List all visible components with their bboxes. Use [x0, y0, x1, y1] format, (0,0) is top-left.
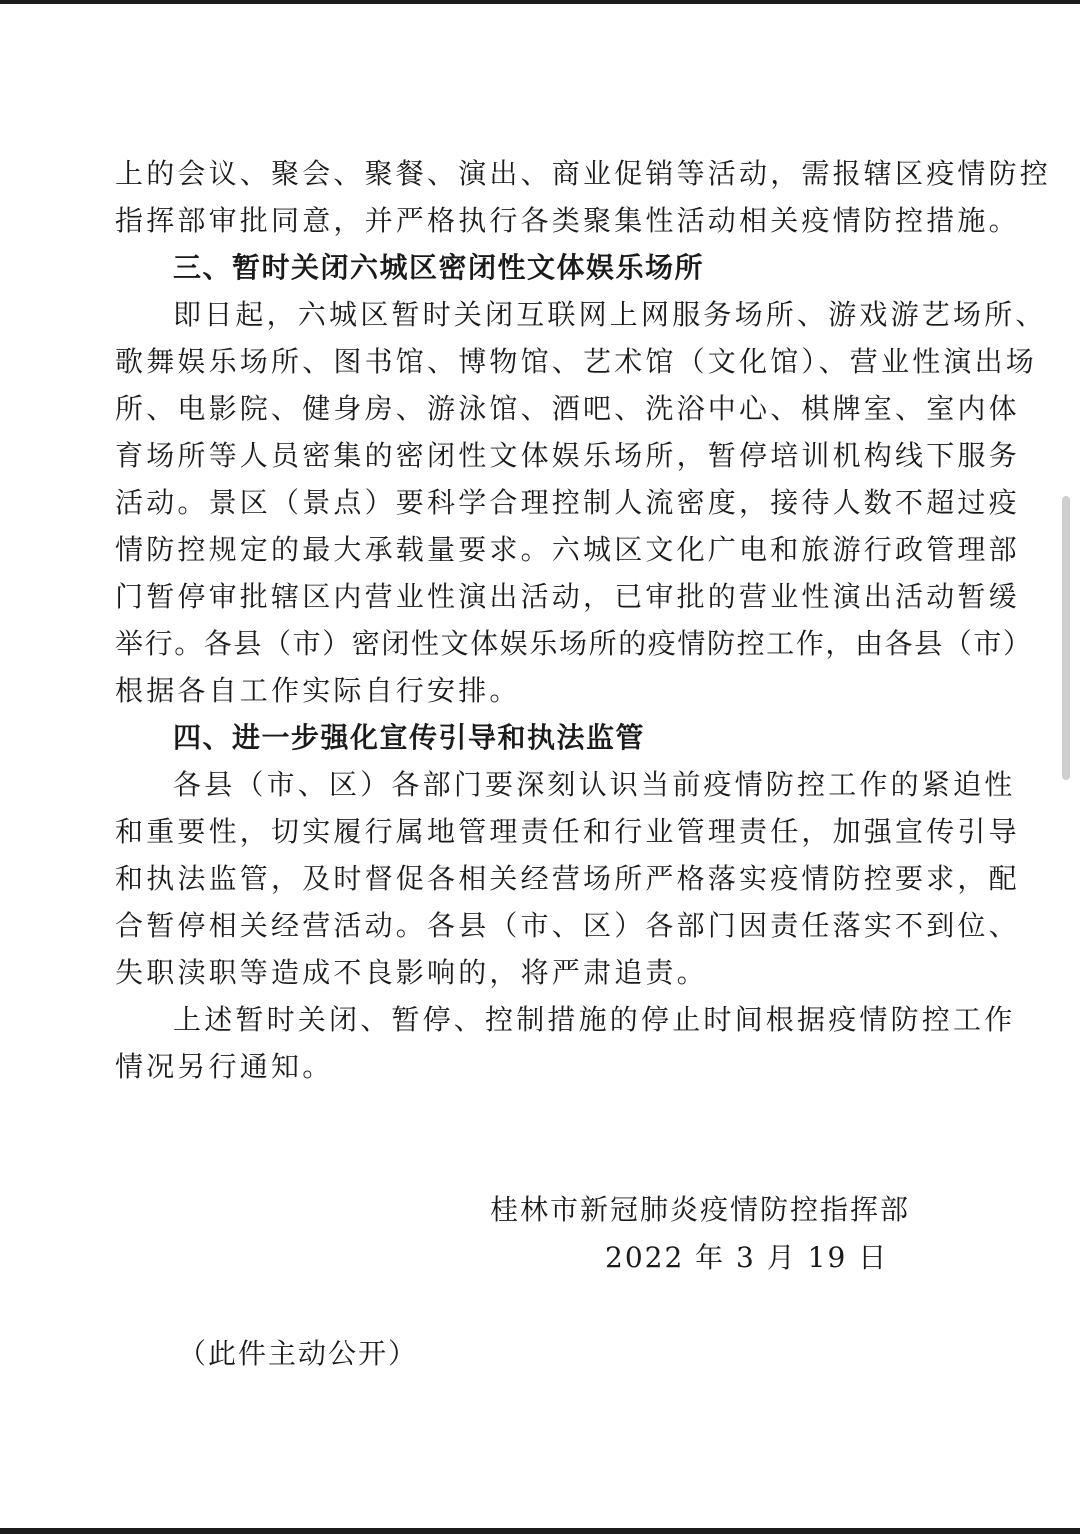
issue-date: 2022 年 3 月 19 日	[605, 1241, 889, 1274]
body-line: 合暂停相关经营活动。各县（市、区）各部门因责任落实不到位、	[115, 909, 1020, 942]
body-line: 指挥部审批同意，并严格执行各类聚集性活动相关疫情防控措施。	[115, 204, 1020, 237]
section-heading-4: 四、进一步强化宣传引导和执法监管	[173, 721, 646, 754]
body-line: 根据各自工作实际自行安排。	[115, 674, 521, 707]
body-line: 歌舞娱乐场所、图书馆、博物馆、艺术馆（文化馆）、营业性演出场	[115, 345, 1038, 378]
issuer-signature: 桂林市新冠肺炎疫情防控指挥部	[490, 1193, 911, 1226]
body-line: 和执法监管，及时督促各相关经营场所严格落实疫情防控要求，配	[115, 862, 1020, 895]
body-line: 即日起，六城区暂时关闭互联网上网服务场所、游戏游艺场所、	[173, 298, 1047, 331]
top-edge-bar	[0, 0, 1080, 4]
section-heading-3: 三、暂时关闭六城区密闭性文体娱乐场所	[173, 251, 705, 284]
body-line: 上的会议、聚会、聚餐、演出、商业促销等活动，需报辖区疫情防控	[115, 157, 1052, 190]
scrollbar-thumb[interactable]	[1062, 496, 1070, 780]
body-line: 和重要性，切实履行属地管理责任和行业管理责任，加强宣传引导	[115, 815, 1020, 848]
body-line: 上述暂时关闭、暂停、控制措施的停止时间根据疫情防控工作	[173, 1003, 1016, 1036]
document-body	[115, 150, 1052, 1090]
body-line: 育场所等人员密集的密闭性文体娱乐场所，暂停培训机构线下服务	[115, 439, 1020, 472]
body-line: 举行。各县（市）密闭性文体娱乐场所的疫情防控工作，由各县（市）	[115, 627, 1033, 660]
body-line: 失职渎职等造成不良影响的，将严肃追责。	[115, 956, 708, 989]
body-line: 所、电影院、健身房、游泳馆、酒吧、洗浴中心、棋牌室、室内体	[115, 392, 1020, 425]
bottom-edge-bar	[0, 1528, 1080, 1534]
body-line: 门暂停审批辖区内营业性演出活动，已审批的营业性演出活动暂缓	[115, 580, 1020, 613]
body-line: 情防控规定的最大承载量要求。六城区文化广电和旅游行政管理部	[115, 533, 1020, 566]
public-disclosure-note: （此件主动公开）	[178, 1337, 419, 1370]
body-line: 各县（市、区）各部门要深刻认识当前疫情防控工作的紧迫性	[173, 768, 1016, 801]
body-line: 活动。景区（景点）要科学合理控制人流密度，接待人数不超过疫	[115, 486, 1020, 519]
body-line: 情况另行通知。	[115, 1050, 334, 1083]
